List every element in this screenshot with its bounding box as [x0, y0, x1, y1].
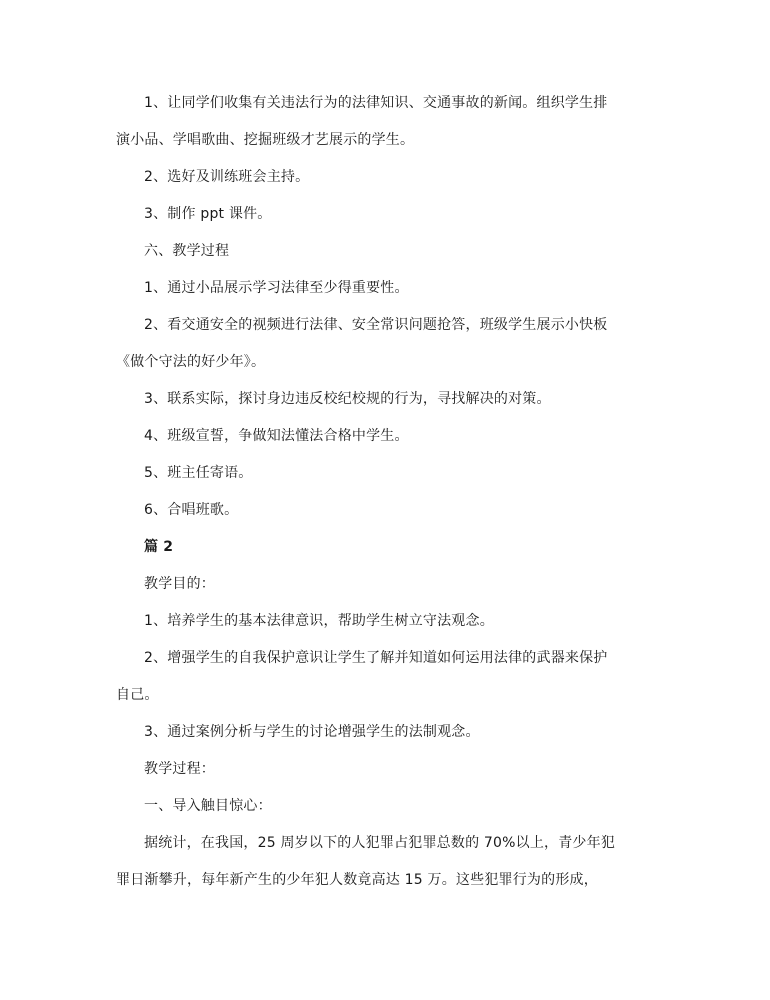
- paragraph-line: 3、联系实际，探讨身边违反校纪校规的行为，寻找解决的对策。: [144, 391, 551, 407]
- paragraph-line: 一、导入触目惊心：: [144, 798, 272, 814]
- subheading: 教学目的：: [144, 576, 215, 592]
- paragraph-line: 自己。: [116, 687, 159, 703]
- paragraph-line: 2、增强学生的自我保护意识让学生了解并知道如何运用法律的武器来保护: [144, 650, 608, 666]
- paragraph-line: 据统计，在我国，25 周岁以下的人犯罪占犯罪总数的 70%以上，青少年犯: [144, 835, 616, 851]
- paragraph-line: 3、制作 ppt 课件。: [144, 206, 272, 222]
- paragraph-line: 5、班主任寄语。: [144, 465, 253, 481]
- section-heading: 六、教学过程: [144, 243, 230, 259]
- paragraph-line: 1、让同学们收集有关违法行为的法律知识、交通事故的新闻。组织学生排: [144, 95, 608, 111]
- paragraph-line: 4、班级宣誓，争做知法懂法合格中学生。: [144, 428, 409, 444]
- paragraph-line: 2、看交通安全的视频进行法律、安全常识问题抢答，班级学生展示小快板: [144, 317, 608, 333]
- paragraph-line: 2、选好及训练班会主持。: [144, 169, 310, 185]
- subheading: 教学过程：: [144, 761, 215, 777]
- paragraph-line: 6、合唱班歌。: [144, 502, 239, 518]
- section-title: 篇 2: [144, 539, 174, 555]
- paragraph-line: 《做个守法的好少年》。: [116, 354, 266, 370]
- paragraph-line: 罪日渐攀升，每年新产生的少年犯人数竟高达 15 万。这些犯罪行为的形成，: [116, 872, 598, 888]
- paragraph-line: 1、通过小品展示学习法律至少得重要性。: [144, 280, 409, 296]
- paragraph-line: 3、通过案例分析与学生的讨论增强学生的法制观念。: [144, 724, 480, 740]
- paragraph-line: 1、培养学生的基本法律意识，帮助学生树立守法观念。: [144, 613, 494, 629]
- paragraph-line: 演小品、学唱歌曲、挖掘班级才艺展示的学生。: [116, 132, 415, 148]
